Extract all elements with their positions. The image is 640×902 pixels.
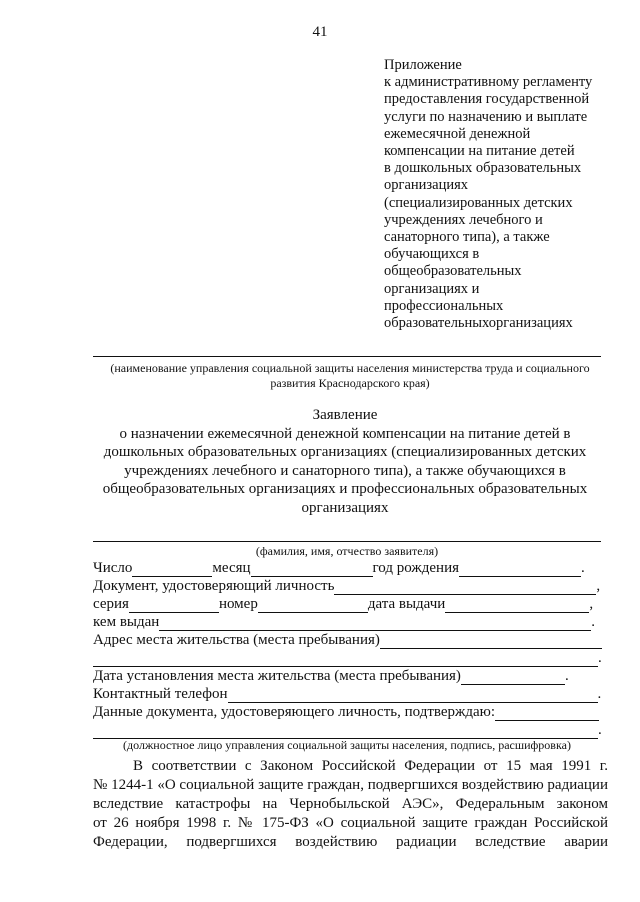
title-line: общеобразовательных организациях и профессиональных образовательных [102, 481, 588, 497]
id-document-row: Документ, удостоверяющий личность , [93, 578, 601, 594]
id-document-label: Документ, удостоверяющий личность [93, 578, 335, 594]
address-date-field[interactable] [461, 670, 565, 685]
appendix-line: образовательныхорганизациях [384, 315, 573, 332]
applicant-caption: (фамилия, имя, отчество заявителя) [255, 544, 439, 558]
passport-row: серия номер дата выдачи , [93, 596, 594, 612]
body-line: Федерации, подвергшихся воздействию радиации вследствие аварии [93, 834, 608, 850]
body-line: от 26 ноября 1998 г. № 175-ФЗ «О социальной защите граждан Российской [93, 815, 608, 831]
day-label: Число [93, 560, 133, 576]
body-line: вследствие катастрофы на Чернобыльской АЭС», Федеральным законом [93, 796, 608, 812]
month-label: месяц [212, 560, 251, 576]
title-heading: Заявление [312, 407, 378, 423]
address-field-continued[interactable] [93, 652, 598, 667]
appendix-line: услуги по назначению и выплате [384, 108, 588, 125]
address-date-row: Дата установления места жительства (места пребывания) . [93, 668, 569, 684]
series-label: серия [93, 596, 129, 612]
day-field[interactable] [132, 562, 212, 577]
birth-date-row: Число месяц год рождения . [93, 560, 585, 576]
appendix-line: санаторного типа), а также [384, 229, 550, 246]
appendix-line: обучающихся в [384, 246, 480, 263]
page-number: 41 [312, 24, 328, 40]
confirm-field[interactable] [495, 706, 599, 721]
issue-date-field[interactable] [445, 598, 589, 613]
issued-by-label: кем выдан [93, 614, 160, 630]
confirm-row [93, 704, 601, 721]
address-field[interactable] [380, 634, 602, 649]
phone-field[interactable] [228, 688, 598, 703]
title-line: организациях [301, 499, 389, 516]
appendix-line: Приложение [384, 57, 462, 73]
address-date-label: Дата установления места жительства (места пребывания) [93, 668, 461, 684]
appendix-line: компенсации на питание детей [384, 143, 575, 160]
appendix-line: в дошкольных образовательных [384, 160, 582, 177]
birth-year-label: год рождения [372, 560, 459, 576]
appendix-line: профессиональных [384, 297, 504, 314]
body-paragraph [93, 757, 608, 852]
confirm-label: Данные документа, удостоверяющего личность, подтверждаю: [93, 704, 496, 720]
appendix-block [384, 57, 624, 332]
appendix-line: к административному регламенту [384, 74, 593, 91]
appendix-line: ежемесячной денежной [384, 125, 531, 142]
body-line: № 1244-1 «О социальной защите граждан, подвергшихся воздействию радиации [93, 777, 608, 793]
appendix-line: предоставления государственной [384, 91, 590, 108]
official-signature-field[interactable] [93, 724, 598, 739]
number-field[interactable] [258, 598, 368, 613]
birth-year-field[interactable] [459, 562, 581, 577]
appendix-line: (специализированных детских [384, 194, 573, 211]
issue-date-label: дата выдачи [367, 596, 446, 612]
authority-caption: (наименование управления социальной защиты населения министерства труда и социального развития Краснодарского края) [110, 361, 590, 390]
appendix-line: общеобразовательных [384, 263, 522, 280]
month-field[interactable] [251, 562, 373, 577]
series-field[interactable] [129, 598, 219, 613]
title-line: учреждениях лечебного и санаторного типа), а также обучающихся в [124, 462, 566, 479]
official-signature-row: . [93, 722, 601, 739]
appendix-line: организациях [384, 177, 469, 194]
issued-by-field[interactable] [159, 616, 591, 631]
document-title [80, 406, 610, 517]
number-label: номер [218, 596, 258, 612]
title-line: о назначении ежемесячной денежной компенсации на питание детей в [119, 425, 571, 442]
phone-row: Контактный телефон . [93, 686, 602, 702]
official-caption: (должностное лицо управления социальной защиты населения, подпись, расшифровка) [123, 738, 571, 752]
appendix-line: организациях и [384, 280, 480, 297]
address-row [93, 632, 601, 649]
appendix-line: учреждениях лечебного и [384, 211, 543, 228]
applicant-name-field[interactable] [93, 541, 601, 542]
issued-by-row: кем выдан . [93, 614, 596, 630]
id-document-field[interactable] [334, 580, 596, 595]
phone-label: Контактный телефон [93, 686, 228, 702]
authority-name-line [93, 356, 601, 357]
body-line: В соответствии с Законом Российской Федерации от 15 мая 1991 г. [133, 758, 608, 774]
address-label: Адрес места жительства (места пребывания) [93, 632, 380, 648]
address-row-2: . [93, 650, 601, 667]
title-line: дошкольных образовательных организациях (специализированных детских [103, 444, 587, 460]
